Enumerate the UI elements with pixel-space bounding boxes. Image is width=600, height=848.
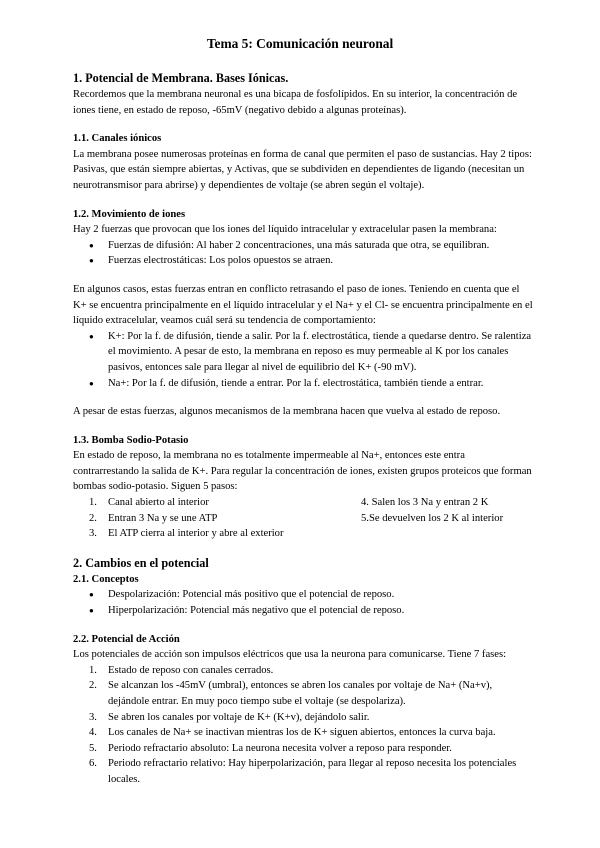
list-item: 5.Se devuelven los 2 K al interior: [361, 512, 504, 524]
list-item: 2. Se alcanzan los -45mV (umbral), entonces se abren los canales por voltaje de Na+ (Na+v), dejándole entrar. En muy poco tiempo sube el voltaje (se despolariza).: [89, 680, 493, 707]
list-item: ● Fuerzas de difusión: Al haber 2 concentraciones, una más saturada que otra, se equilibran.: [89, 238, 533, 254]
list-item: ● Despolarización: Potencial más positivo que el potencial de reposo.: [89, 587, 533, 603]
list-item: ● Na+: Por la f. de difusión, tiende a entrar. Por la f. electrostática, también tiende a entrar.: [89, 376, 533, 392]
list-item: ● K+: Por la f. de difusión, tiende a salir. Por la f. electrostática, tiende a quedarse dentro. Se ralentiza el movimiento. A pesar de esto, la membrana en reposo es muy permeable al K por los canales pasivos, entonces sale para llegar al nivel de equilibrio del K+ (-90 mV).: [89, 329, 533, 376]
list-item: 1. Canal abierto al interior: [89, 497, 209, 509]
page-title: Tema 5: Comunicación neuronal: [206, 36, 394, 51]
concepts-list: [73, 587, 533, 618]
list-item: 4. Salen los 3 Na y entran 2 K: [361, 497, 489, 509]
section-1-2-text: Hay 2 fuerzas que provocan que los iones del líquido intracelular y extracelular pasen la membrana:: [73, 224, 497, 236]
list-item: 4. Los canales de Na+ se inactivan mientras los de K+ siguen abiertos, entonces la curva baja.: [89, 727, 496, 739]
forces-list: [73, 238, 533, 269]
list-item: 3. Se abren los canales por voltaje de K+ (K+v), dejándolo salir.: [89, 711, 370, 723]
section-1-2-heading: 1.2. Movimiento de iones: [73, 208, 186, 220]
pump-steps-right: [361, 495, 503, 526]
section-1-1-text: La membrana posee numerosas proteínas en forma de canal que permiten el paso de sustancias. Hay 2 tipos: Pasivas, que están siempre abiertas, y Activas, que se subdividen en dependientes de ligando (necesitan un neurotransmisor para abrirse) y dependientes de voltaje (se abren según el voltaje).: [73, 148, 532, 191]
list-item: ● Fuerzas electrostáticas: Los polos opuestos se atraen.: [89, 253, 533, 269]
section-1-2-paragraph-2: En algunos casos, estas fuerzas entran en conflicto retrasando el paso de iones. Teniendo en cuenta que el K+ se encuentra principalmente en el líquido intracelular y el Na+ y el Cl- se encuentra principalmente en el líquido extracelular, veamos cuál será su tendencia de comportamiento:: [73, 283, 533, 327]
section-1-intro: Recordemos que la membrana neuronal es una bicapa de fosfolípidos. En su interior, la concentración de iones tiene, en estado de reposo, -65mV (negativo debido a algunas proteínas).: [73, 89, 518, 116]
section-1-2-paragraph-3: A pesar de estas fuerzas, algunos mecanismos de la membrana hacen que vuelva al estado de reposo.: [73, 406, 501, 418]
list-item: 1. Estado de reposo con canales cerrados.: [89, 664, 274, 676]
section-2-1-heading: 2.1. Conceptos: [73, 573, 139, 585]
ion-tendency-list: [73, 329, 533, 391]
list-item: 2. Entran 3 Na y se une ATP: [89, 512, 218, 524]
section-2-2-heading: 2.2. Potencial de Acción: [73, 633, 180, 645]
list-item: 6. Periodo refractario relativo: Hay hiperpolarización, para llegar al reposo necesita los potenciales locales.: [89, 758, 517, 785]
action-potential-phases: [73, 663, 533, 788]
section-1-3-text: En estado de reposo, la membrana no es totalmente impermeable al Na+, entonces este entra contrarrestando la salida de K+. Para regular la concentración de iones, existen grupos proteicos que forman bombas sodio-potasio. Siguen 5 pasos:: [73, 450, 532, 493]
list-item: 5. Periodo refractario absoluto: La neurona necesita volver a reposo para responder.: [89, 742, 452, 754]
section-1-heading: 1. Potencial de Membrana. Bases Iónicas.: [73, 71, 289, 85]
section-1-1-heading: 1.1. Canales iónicos: [73, 133, 162, 145]
pump-steps: [73, 495, 533, 542]
section-1-3-heading: 1.3. Bomba Sodio-Potasio: [73, 434, 189, 446]
section-2-heading: 2. Cambios en el potencial: [73, 555, 209, 570]
list-item: ● Hiperpolarización: Potencial más negativo que el potencial de reposo.: [89, 603, 533, 619]
list-item: 3. El ATP cierra al interior y abre al exterior: [89, 528, 284, 540]
document-body: [73, 70, 533, 788]
section-2-2-text: Los potenciales de acción son impulsos eléctricos que usa la neurona para comunicarse. Tiene 7 fases:: [73, 649, 507, 661]
